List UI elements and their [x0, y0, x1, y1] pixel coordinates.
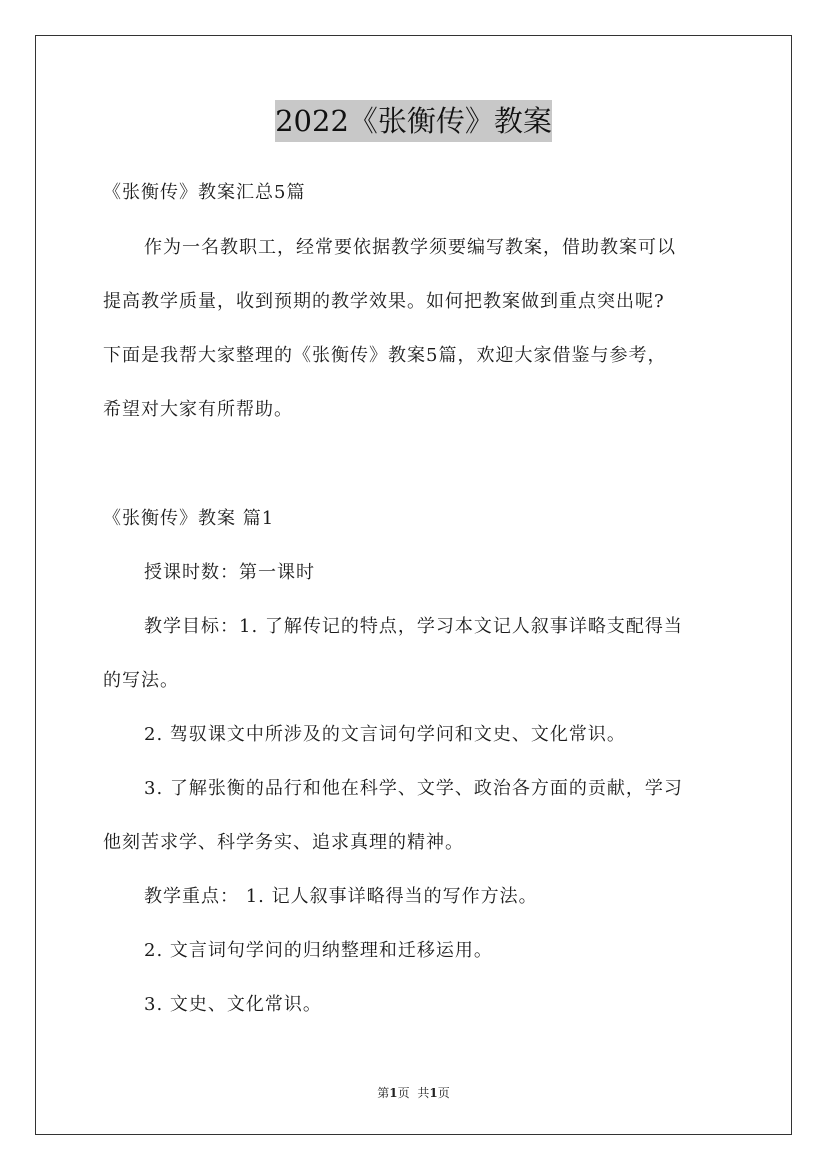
- footer-page-number: 1: [389, 1086, 398, 1100]
- footer-total-prefix: 共: [417, 1086, 430, 1100]
- teaching-goal-1-cont: 的写法。: [103, 670, 179, 691]
- teaching-focus-1: 教学重点： 1. 记人叙事详略得当的写作方法。: [144, 886, 538, 907]
- footer-page-prefix: 第: [377, 1086, 390, 1100]
- teaching-goal-2: 2. 驾驭课文中所涉及的文言词句学问和文史、文化常识。: [144, 724, 626, 745]
- teaching-focus-2: 2. 文言词句学问的归纳整理和迁移运用。: [144, 940, 493, 961]
- page-footer: [0, 1084, 827, 1101]
- teaching-goal-3-cont: 他刻苦求学、科学务实、追求真理的精神。: [103, 832, 464, 853]
- teaching-goal-1: 教学目标：1. 了解传记的特点，学习本文记人叙事详略支配得当: [144, 616, 683, 637]
- teaching-focus-3: 3. 文史、文化常识。: [144, 994, 322, 1015]
- document-title: 2022《张衡传》教案: [275, 100, 552, 142]
- footer-total-suffix: 页: [437, 1086, 450, 1100]
- section-heading: 《张衡传》教案 篇1: [103, 508, 275, 529]
- intro-line-1: 作为一名教职工，经常要依据教学须要编写教案，借助教案可以: [144, 237, 676, 258]
- class-hours: 授课时数：第一课时: [144, 562, 315, 583]
- intro-line-3: 下面是我帮大家整理的《张衡传》教案5篇，欢迎大家借鉴与参考，: [103, 345, 667, 366]
- footer-total-number: 1: [429, 1086, 438, 1100]
- teaching-goal-3: 3. 了解张衡的品行和他在科学、文学、政治各方面的贡献，学习: [144, 778, 683, 799]
- intro-line-2: 提高教学质量，收到预期的教学效果。如何把教案做到重点突出呢?: [103, 291, 665, 312]
- footer-page-suffix: 页: [397, 1086, 410, 1100]
- document-subtitle: 《张衡传》教案汇总5篇: [103, 182, 306, 203]
- intro-line-4: 希望对大家有所帮助。: [103, 399, 293, 420]
